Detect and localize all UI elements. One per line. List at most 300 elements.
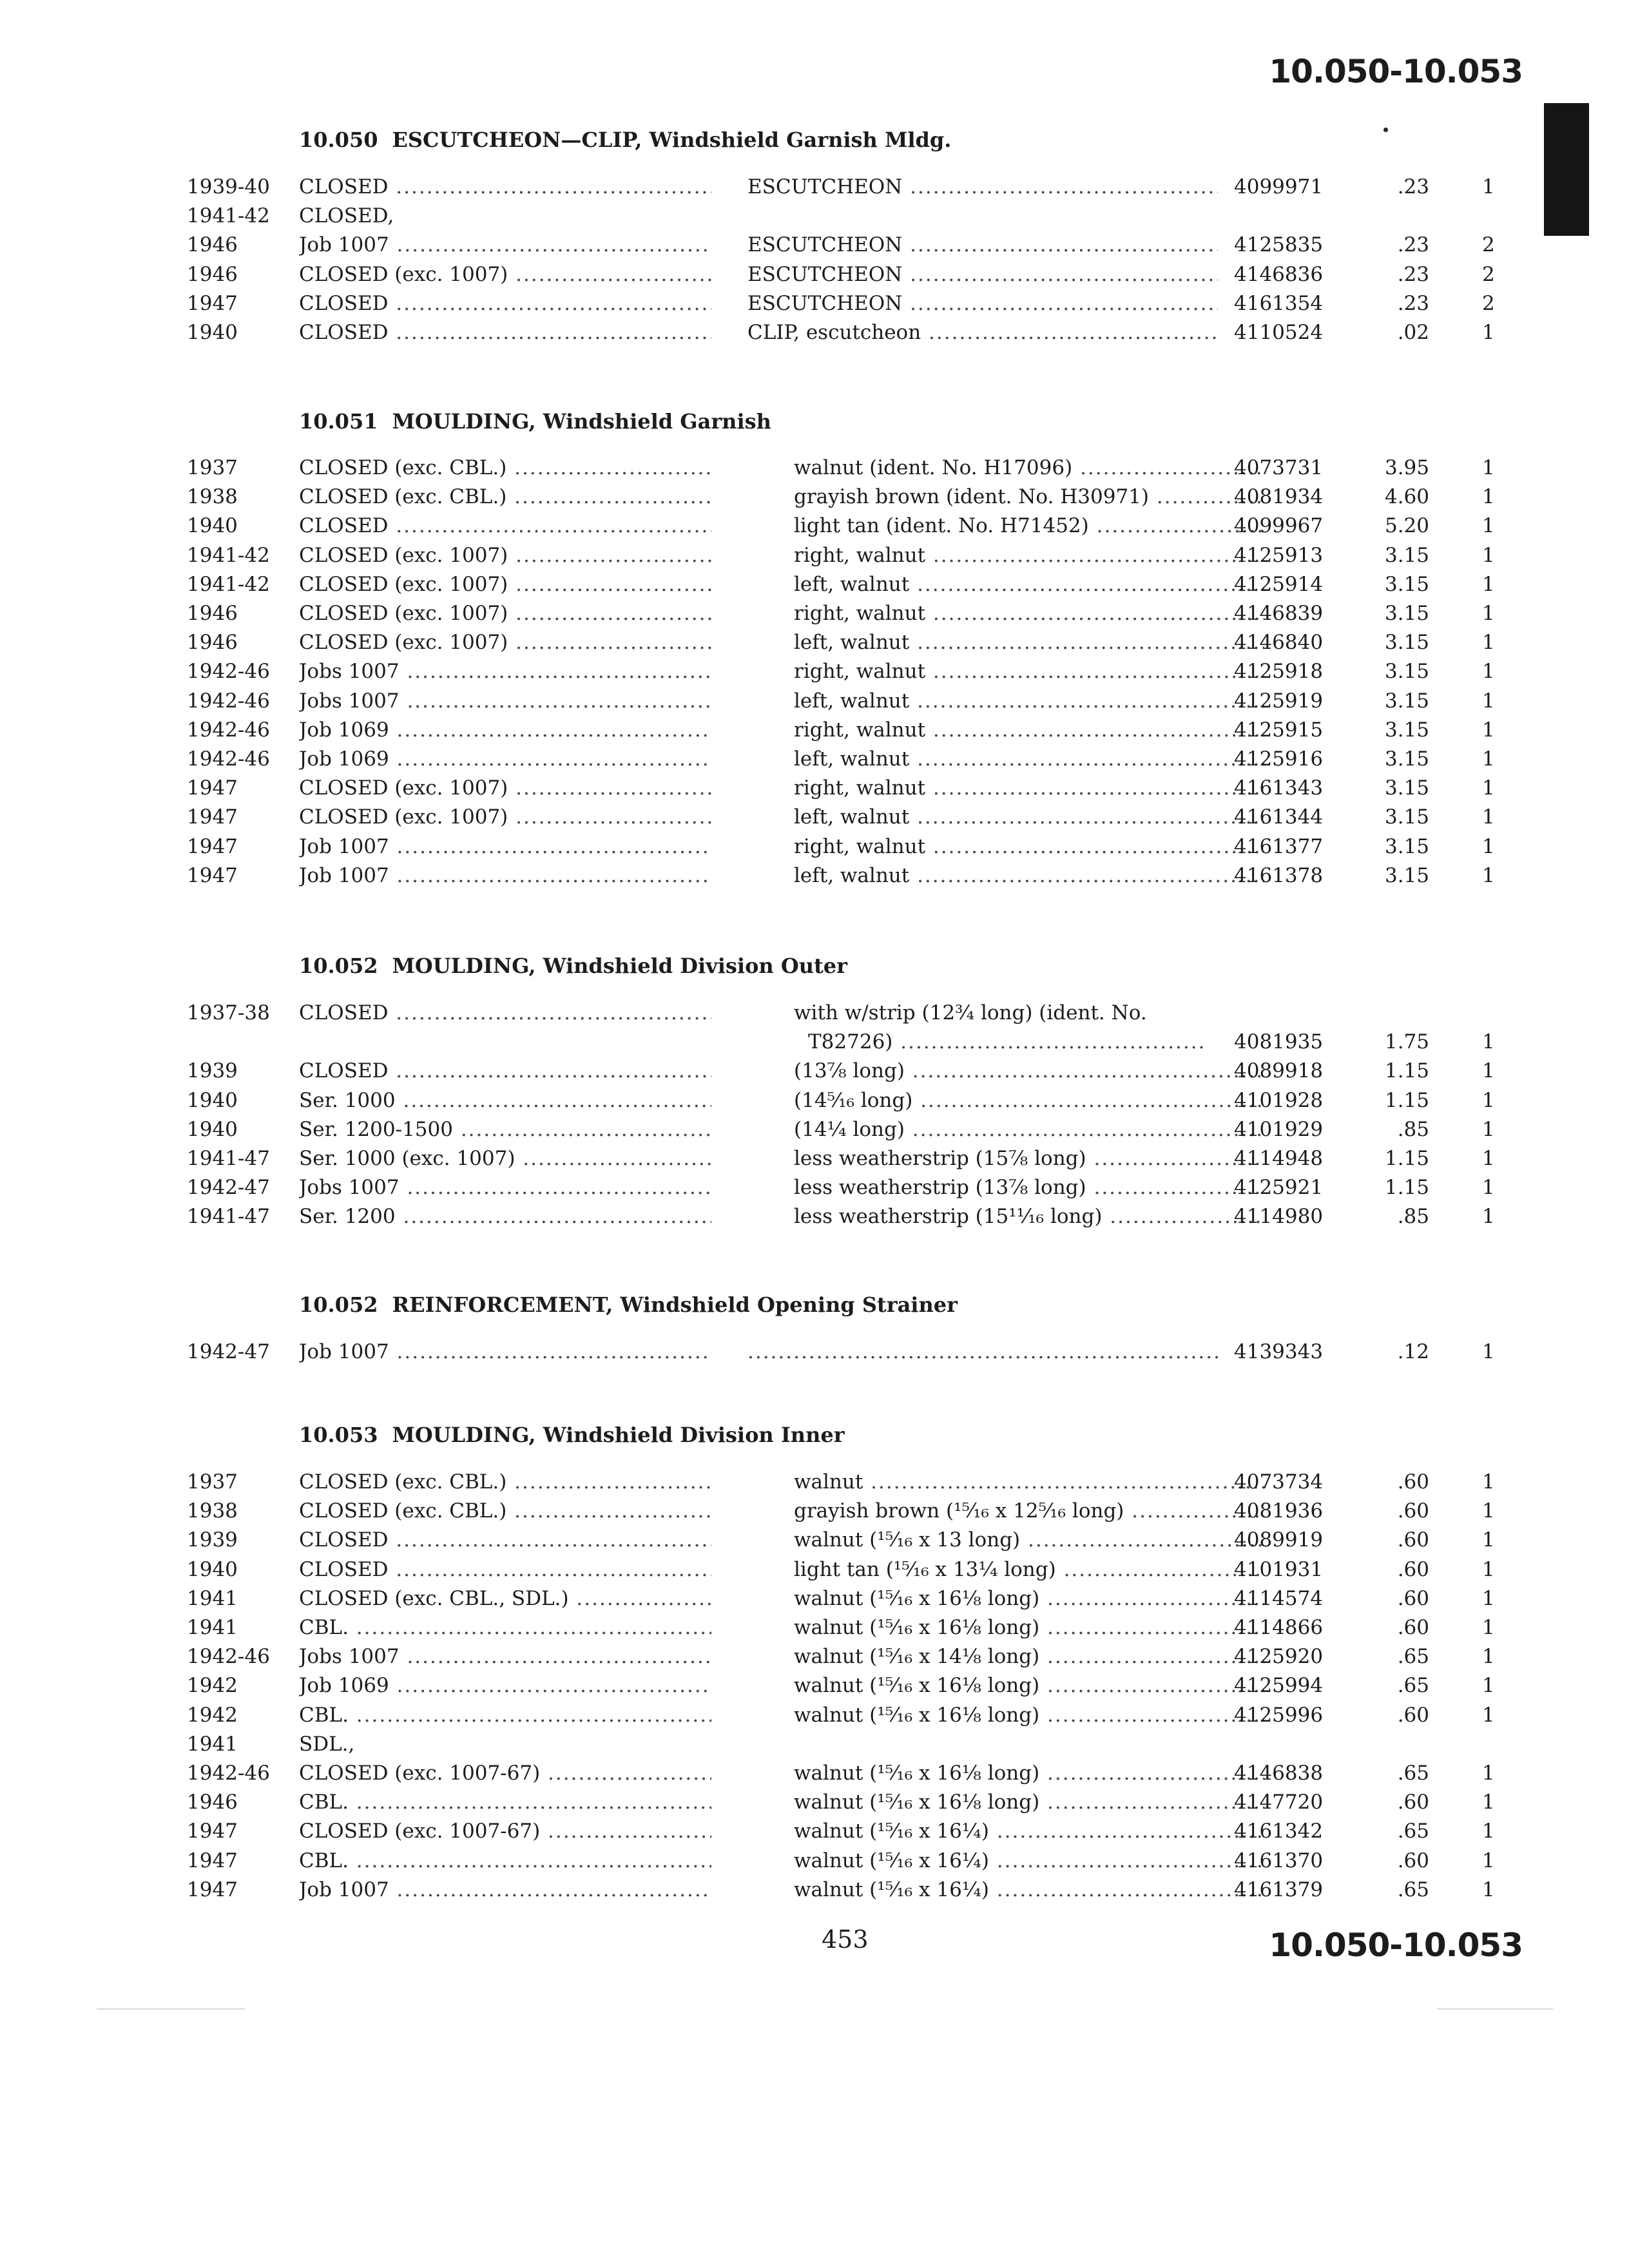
table-row [0,1849,1629,1878]
body-cell: Job 1007 ..... [299,233,711,256]
price-cell: .23 [1397,262,1429,286]
year-cell: 1938 [187,485,238,509]
year-cell: 1941-42 [187,204,270,228]
body-cell: Ser. 1000 ..... [299,1089,711,1112]
quantity-cell: 1 [1482,602,1495,625]
section-code: 10.052 [299,954,378,978]
year-cell: 1947 [187,776,238,800]
price-cell: 3.15 [1384,747,1429,771]
year-cell: 1942 [187,1674,238,1698]
price-cell: .85 [1397,1205,1429,1229]
price-cell: .02 [1397,321,1429,344]
quantity-cell: 1 [1482,1117,1495,1141]
table-row [0,485,1629,514]
section-title [299,954,847,978]
body-cell: Job 1069 ..... [299,718,711,742]
body-cell: CLOSED ..... [299,292,711,315]
table-row [0,602,1629,631]
price-cell: 1.15 [1384,1176,1429,1200]
part-number-cell: 4146840 [1234,631,1324,655]
table-row [0,1118,1629,1147]
year-cell: 1941-42 [187,572,270,596]
description-cell: right, walnut ..... [794,544,1264,567]
description-cell: ESCUTCHEON ..... [747,263,1218,286]
part-number-cell: 4161343 [1234,776,1324,800]
year-cell: 1947 [187,1878,238,1901]
part-number-cell: 4125835 [1234,233,1324,257]
quantity-cell: 1 [1482,1616,1495,1639]
table-row [0,1820,1629,1849]
price-cell: .60 [1397,1849,1429,1872]
table-row [0,1587,1629,1616]
description-cell: CLIP, escutcheon ..... [747,321,1218,344]
year-cell: 1946 [187,262,238,286]
body-cell: CLOSED ..... [299,175,711,198]
body-cell: Ser. 1200 ..... [299,1205,711,1228]
body-cell: CLOSED (exc. 1007) ..... [299,544,711,567]
quantity-cell: 1 [1482,1340,1495,1363]
table-row [0,1558,1629,1587]
part-number-cell: 4125915 [1234,718,1324,742]
part-cell: 4081935 [1234,1030,1324,1054]
body-cell: Ser. 1000 (exc. 1007) ..... [299,1147,711,1170]
price-cell: .65 [1397,1762,1429,1785]
year-cell: 1946 [187,1791,238,1814]
quantity-cell: 1 [1482,1645,1495,1669]
table-row [0,1704,1629,1733]
year-cell: 1942-46 [187,747,270,771]
year-cell: 1947 [187,863,238,887]
table-row [0,1001,1629,1059]
body-cell: CLOSED (exc. CBL.) ..... [299,1470,711,1494]
description-cell: left, walnut ..... [794,573,1264,596]
price-cell: 3.15 [1384,572,1429,596]
quantity-cell: 1 [1482,1499,1495,1523]
description-cell: ESCUTCHEON ..... [747,292,1218,315]
table-row [0,263,1629,292]
description-cell: walnut (¹⁵⁄₁₆ x 16⅛ long) ..... [794,1791,1264,1814]
part-number-cell: 4125918 [1234,660,1324,684]
body-cell: CBL. ..... [299,1849,711,1872]
description-cell: ESCUTCHEON ..... [747,175,1218,198]
table-row [0,1762,1629,1791]
body-cell: Ser. 1200-1500 ..... [299,1118,711,1141]
part-number-cell: 4161379 [1234,1878,1324,1901]
description-cell [747,1340,1218,1363]
body-cell: CLOSED (exc. CBL.) ..... [299,485,711,508]
body-cell: Jobs 1007 ..... [299,1645,711,1668]
part-number-cell: 4161378 [1234,863,1324,887]
body-cell: CLOSED (exc. 1007-67) ..... [299,1762,711,1785]
description-cell: less weatherstrip (13⅞ long) ..... [794,1176,1264,1199]
body-cell: CLOSED ..... [299,1528,711,1552]
year-cell: 1947 [187,291,238,315]
year-cell: 1940 [187,321,238,344]
page-range-footer: 10.050-10.053 [1269,1927,1523,1964]
part-number-cell: 4089918 [1234,1059,1324,1083]
body-cell: Job 1007 ..... [299,1340,711,1363]
table-row [0,1733,1629,1762]
table-row [0,1791,1629,1820]
year-cell: 1938 [187,1499,238,1523]
price-cell: 3.15 [1384,689,1429,713]
section-name: MOULDING, Windshield Garnish [392,409,771,434]
part-number-cell: 4073731 [1234,456,1324,479]
quantity-cell: 1 [1482,689,1495,713]
year-cell: 1942-46 [187,718,270,742]
price-cell: .23 [1397,175,1429,198]
year-cell: 1942 [187,1703,238,1727]
quantity-cell: 1 [1482,1088,1495,1112]
year-cell: 1947 [187,1820,238,1843]
quantity-cell: 1 [1482,321,1495,344]
part-number-cell: 4125920 [1234,1645,1324,1669]
part-number-cell: 4161344 [1234,805,1324,829]
part-number-cell: 4146836 [1234,262,1324,286]
table-row [0,747,1629,776]
body-cell: CBL. ..... [299,1616,711,1639]
table-row [0,835,1629,864]
part-number-cell: 4089919 [1234,1528,1324,1552]
year-cell: 1941 [187,1586,238,1610]
body-cell: CLOSED (exc. 1007) ..... [299,805,711,829]
body-cell: CLOSED ..... [299,1558,711,1581]
price-cell: .23 [1397,233,1429,257]
part-number-cell: 4114574 [1234,1586,1324,1610]
table-row [0,1089,1629,1118]
part-number-cell: 4125996 [1234,1703,1324,1727]
price-cell: .65 [1397,1820,1429,1843]
table-row [0,1616,1629,1645]
scan-smudge [97,2008,245,2010]
year-cell: 1946 [187,233,238,257]
year-cell: 1942-46 [187,1645,270,1669]
price-cell: 3.15 [1384,718,1429,742]
price-cell: .60 [1397,1586,1429,1610]
year-cell: 1941 [187,1616,238,1639]
quantity-cell: 1 [1482,543,1495,567]
body-cell: CLOSED (exc. 1007) ..... [299,573,711,596]
description-cell: right, walnut ..... [794,602,1264,625]
year-cell: 1937-38 [187,1001,270,1024]
year-cell: 1946 [187,631,238,655]
body-cell: CLOSED (exc. CBL., SDL.) ..... [299,1587,711,1610]
part-number-cell: 4125916 [1234,747,1324,771]
part-number-cell: 4114980 [1234,1205,1324,1229]
quantity-cell: 1 [1482,1557,1495,1581]
description-cell: light tan (¹⁵⁄₁₆ x 13¼ long) ..... [794,1558,1264,1581]
part-number-cell: 4099971 [1234,175,1324,198]
description-cell-continued: T82726) ..... [808,1030,1208,1053]
table-row [0,175,1629,204]
body-cell: Job 1007 ..... [299,835,711,858]
table-row [0,1878,1629,1907]
description-cell: right, walnut ..... [794,835,1264,858]
description-cell: left, walnut ..... [794,864,1264,887]
part-number-cell: 4110524 [1234,321,1324,344]
description-cell: (14⁵⁄₁₆ long) ..... [794,1089,1264,1112]
quantity-cell: 1 [1482,805,1495,829]
body-cell: Jobs 1007 ..... [299,1176,711,1199]
body-cell: Job 1069 ..... [299,747,711,771]
table-row [0,514,1629,543]
description-cell: with w/strip (12¾ long) (ident. No. [794,1001,1147,1024]
body-cell: CLOSED (exc. 1007) ..... [299,263,711,286]
price-cell: 3.15 [1384,543,1429,567]
quantity-cell: 1 [1482,747,1495,771]
quantity-cell: 1 [1482,1528,1495,1552]
price-cell: 3.95 [1384,456,1429,479]
price-cell: .60 [1397,1703,1429,1727]
table-row [0,321,1629,350]
description-cell: right, walnut ..... [794,718,1264,742]
part-number-cell: 4081934 [1234,485,1324,509]
part-number-cell: 4125921 [1234,1176,1324,1200]
body-cell: Job 1007 ..... [299,1878,711,1901]
description-cell: left, walnut ..... [794,805,1264,829]
qty-cell: 1 [1482,1030,1495,1054]
body-cell: CBL. ..... [299,1791,711,1814]
price-cell: 3.15 [1384,834,1429,858]
year-cell: 1939 [187,1528,238,1552]
page-range-header: 10.050-10.053 [1269,53,1523,90]
table-row [0,660,1629,689]
year-cell: 1946 [187,602,238,625]
page-number: 453 [822,1925,869,1954]
description-cell: walnut (¹⁵⁄₁₆ x 13 long) ..... [794,1528,1264,1552]
scan-smudge [1437,2008,1553,2010]
description-cell: walnut (¹⁵⁄₁₆ x 16¼) ..... [794,1820,1264,1843]
price-cell: .65 [1397,1878,1429,1901]
table-row [0,805,1629,834]
part-number-cell: 4161377 [1234,834,1324,858]
year-cell: 1939 [187,1059,238,1083]
table-row [0,776,1629,805]
table-row [0,573,1629,602]
table-row [0,1205,1629,1234]
table-row [0,1674,1629,1703]
description-cell: walnut ..... [794,1470,1264,1494]
table-row [0,233,1629,262]
quantity-cell: 2 [1482,233,1495,257]
section-name: MOULDING, Windshield Division Inner [392,1423,845,1447]
year-cell: 1937 [187,1470,238,1494]
year-cell: 1940 [187,1088,238,1112]
price-cell: 3.15 [1384,660,1429,684]
description-cell: right, walnut ..... [794,776,1264,800]
section-title [299,409,771,434]
quantity-cell: 1 [1482,776,1495,800]
description-cell: walnut (¹⁵⁄₁₆ x 16¼) ..... [794,1849,1264,1872]
year-cell: 1941-47 [187,1205,270,1229]
section-code: 10.053 [299,1423,378,1447]
description-cell: (14¼ long) ..... [794,1118,1264,1141]
section-title [299,128,951,152]
body-cell: CLOSED (exc. 1007) ..... [299,631,711,654]
part-number-cell: 4114948 [1234,1147,1324,1170]
price-cell: 3.15 [1384,631,1429,655]
quantity-cell: 1 [1482,175,1495,198]
price-cell: .60 [1397,1528,1429,1552]
quantity-cell: 1 [1482,1820,1495,1843]
quantity-cell: 1 [1482,1791,1495,1814]
table-row [0,544,1629,573]
body-cell: CLOSED ..... [299,321,711,344]
description-cell: walnut (ident. No. H17096) ..... [794,456,1264,479]
table-row [0,689,1629,718]
table-row [0,1645,1629,1674]
description-cell: less weatherstrip (15⅞ long) ..... [794,1147,1264,1170]
description-cell: left, walnut ..... [794,631,1264,654]
price-cell: .60 [1397,1557,1429,1581]
part-number-cell: 4146838 [1234,1762,1324,1785]
year-cell: 1942-47 [187,1340,270,1363]
quantity-cell: 1 [1482,1703,1495,1727]
quantity-cell: 1 [1482,514,1495,538]
price-cell: 3.15 [1384,805,1429,829]
table-row [0,1499,1629,1528]
section-title [299,1423,845,1447]
description-cell: less weatherstrip (15¹¹⁄₁₆ long) ..... [794,1205,1264,1228]
description-cell: right, walnut ..... [794,660,1264,683]
table-row [0,456,1629,485]
part-number-cell: 4101931 [1234,1557,1324,1581]
quantity-cell: 1 [1482,718,1495,742]
description-cell: (13⅞ long) ..... [794,1059,1264,1082]
body-cell: CLOSED (exc. 1007) ..... [299,602,711,625]
quantity-cell: 1 [1482,660,1495,684]
price-cell: 5.20 [1384,514,1429,538]
table-row [0,1147,1629,1176]
body-cell: Job 1069 ..... [299,1674,711,1697]
year-cell: 1941 [187,1732,238,1756]
year-cell: 1942-47 [187,1176,270,1200]
price-cell: .60 [1397,1470,1429,1494]
price-cell: .12 [1397,1340,1429,1363]
price-cell: .60 [1397,1616,1429,1639]
quantity-cell: 1 [1482,1176,1495,1200]
quantity-cell: 1 [1482,834,1495,858]
table-row [0,292,1629,321]
quantity-cell: 2 [1482,291,1495,315]
year-cell: 1939-40 [187,175,270,198]
quantity-cell: 1 [1482,1470,1495,1494]
part-number-cell: 4161370 [1234,1849,1324,1872]
quantity-cell: 1 [1482,1059,1495,1083]
description-cell: left, walnut ..... [794,747,1264,771]
body-cell: CLOSED ..... [299,514,711,537]
year-cell: 1942-46 [187,660,270,684]
price-cell: .23 [1397,291,1429,315]
part-number-cell: 4147720 [1234,1791,1324,1814]
section-code: 10.052 [299,1293,378,1317]
description-cell: walnut (¹⁵⁄₁₆ x 16⅛ long) ..... [794,1587,1264,1610]
section-code: 10.050 [299,128,378,152]
table-row [0,1176,1629,1205]
body-cell: Jobs 1007 ..... [299,689,711,713]
year-cell: 1937 [187,456,238,479]
part-number-cell: 4114866 [1234,1616,1324,1639]
description-cell: walnut (¹⁵⁄₁₆ x 14⅛ long) ..... [794,1645,1264,1668]
body-cell: CBL. ..... [299,1704,711,1727]
quantity-cell: 1 [1482,572,1495,596]
part-number-cell: 4125919 [1234,689,1324,713]
price-cell: 1.15 [1384,1088,1429,1112]
year-cell: 1947 [187,805,238,829]
description-cell: grayish brown (ident. No. H30971) ..... [794,485,1264,508]
part-number-cell: 4125914 [1234,572,1324,596]
quantity-cell: 1 [1482,863,1495,887]
body-cell: Job 1007 ..... [299,864,711,887]
section-name: MOULDING, Windshield Division Outer [392,954,847,978]
price-cell: .65 [1397,1645,1429,1669]
quantity-cell: 1 [1482,1147,1495,1170]
part-number-cell: 4125913 [1234,543,1324,567]
body-cell: CLOSED ..... [299,1059,711,1082]
quantity-cell: 1 [1482,1762,1495,1785]
description-cell: walnut (¹⁵⁄₁₆ x 16¼) ..... [794,1878,1264,1901]
price-cell: 1.75 [1384,1030,1429,1054]
year-cell: 1941-47 [187,1147,270,1170]
section-name: ESCUTCHEON—CLIP, Windshield Garnish Mldg. [392,128,952,152]
body-cell: CLOSED (exc. CBL.) ..... [299,1499,711,1523]
body-cell: SDL., [299,1732,355,1756]
year-cell: 1940 [187,1117,238,1141]
quantity-cell: 1 [1482,1205,1495,1229]
description-cell: left, walnut ..... [794,689,1264,713]
table-row [0,864,1629,893]
part-number-cell: 4101928 [1234,1088,1324,1112]
part-number-cell: 4161354 [1234,291,1324,315]
price-cell: 1.15 [1384,1059,1429,1083]
body-cell: CLOSED ..... [299,1001,711,1024]
table-row [0,631,1629,660]
body-cell: CLOSED (exc. 1007) ..... [299,776,711,800]
price-cell: .60 [1397,1791,1429,1814]
quantity-cell: 1 [1482,1586,1495,1610]
table-row [0,718,1629,747]
table-row [0,1528,1629,1557]
part-number-cell: 4081936 [1234,1499,1324,1523]
quantity-cell: 1 [1482,456,1495,479]
table-row [0,1059,1629,1088]
year-cell: 1942-46 [187,1762,270,1785]
part-number-cell: 4161342 [1234,1820,1324,1843]
year-cell: 1947 [187,1849,238,1872]
part-number-cell: 4125994 [1234,1674,1324,1698]
year-cell: 1947 [187,834,238,858]
description-cell: grayish brown (¹⁵⁄₁₆ x 12⁵⁄₁₆ long) ..... [794,1499,1264,1523]
year-cell: 1941-42 [187,543,270,567]
description-cell: walnut (¹⁵⁄₁₆ x 16⅛ long) ..... [794,1704,1264,1727]
description-cell: walnut (¹⁵⁄₁₆ x 16⅛ long) ..... [794,1674,1264,1697]
body-cell: CLOSED, [299,204,394,228]
description-cell: light tan (ident. No. H71452) ..... [794,514,1264,537]
part-number-cell: 4139343 [1234,1340,1324,1363]
part-number-cell: 4073734 [1234,1470,1324,1494]
description-cell: walnut (¹⁵⁄₁₆ x 16⅛ long) ..... [794,1762,1264,1785]
price-cell: 3.15 [1384,863,1429,887]
price-cell: 4.60 [1384,485,1429,509]
table-row [0,204,1629,233]
quantity-cell: 1 [1482,1674,1495,1698]
part-number-cell: 4146839 [1234,602,1324,625]
table-row [0,1340,1629,1369]
year-cell: 1940 [187,1557,238,1581]
body-cell: CLOSED (exc. CBL.) ..... [299,456,711,479]
year-cell: 1942-46 [187,689,270,713]
quantity-cell: 1 [1482,631,1495,655]
